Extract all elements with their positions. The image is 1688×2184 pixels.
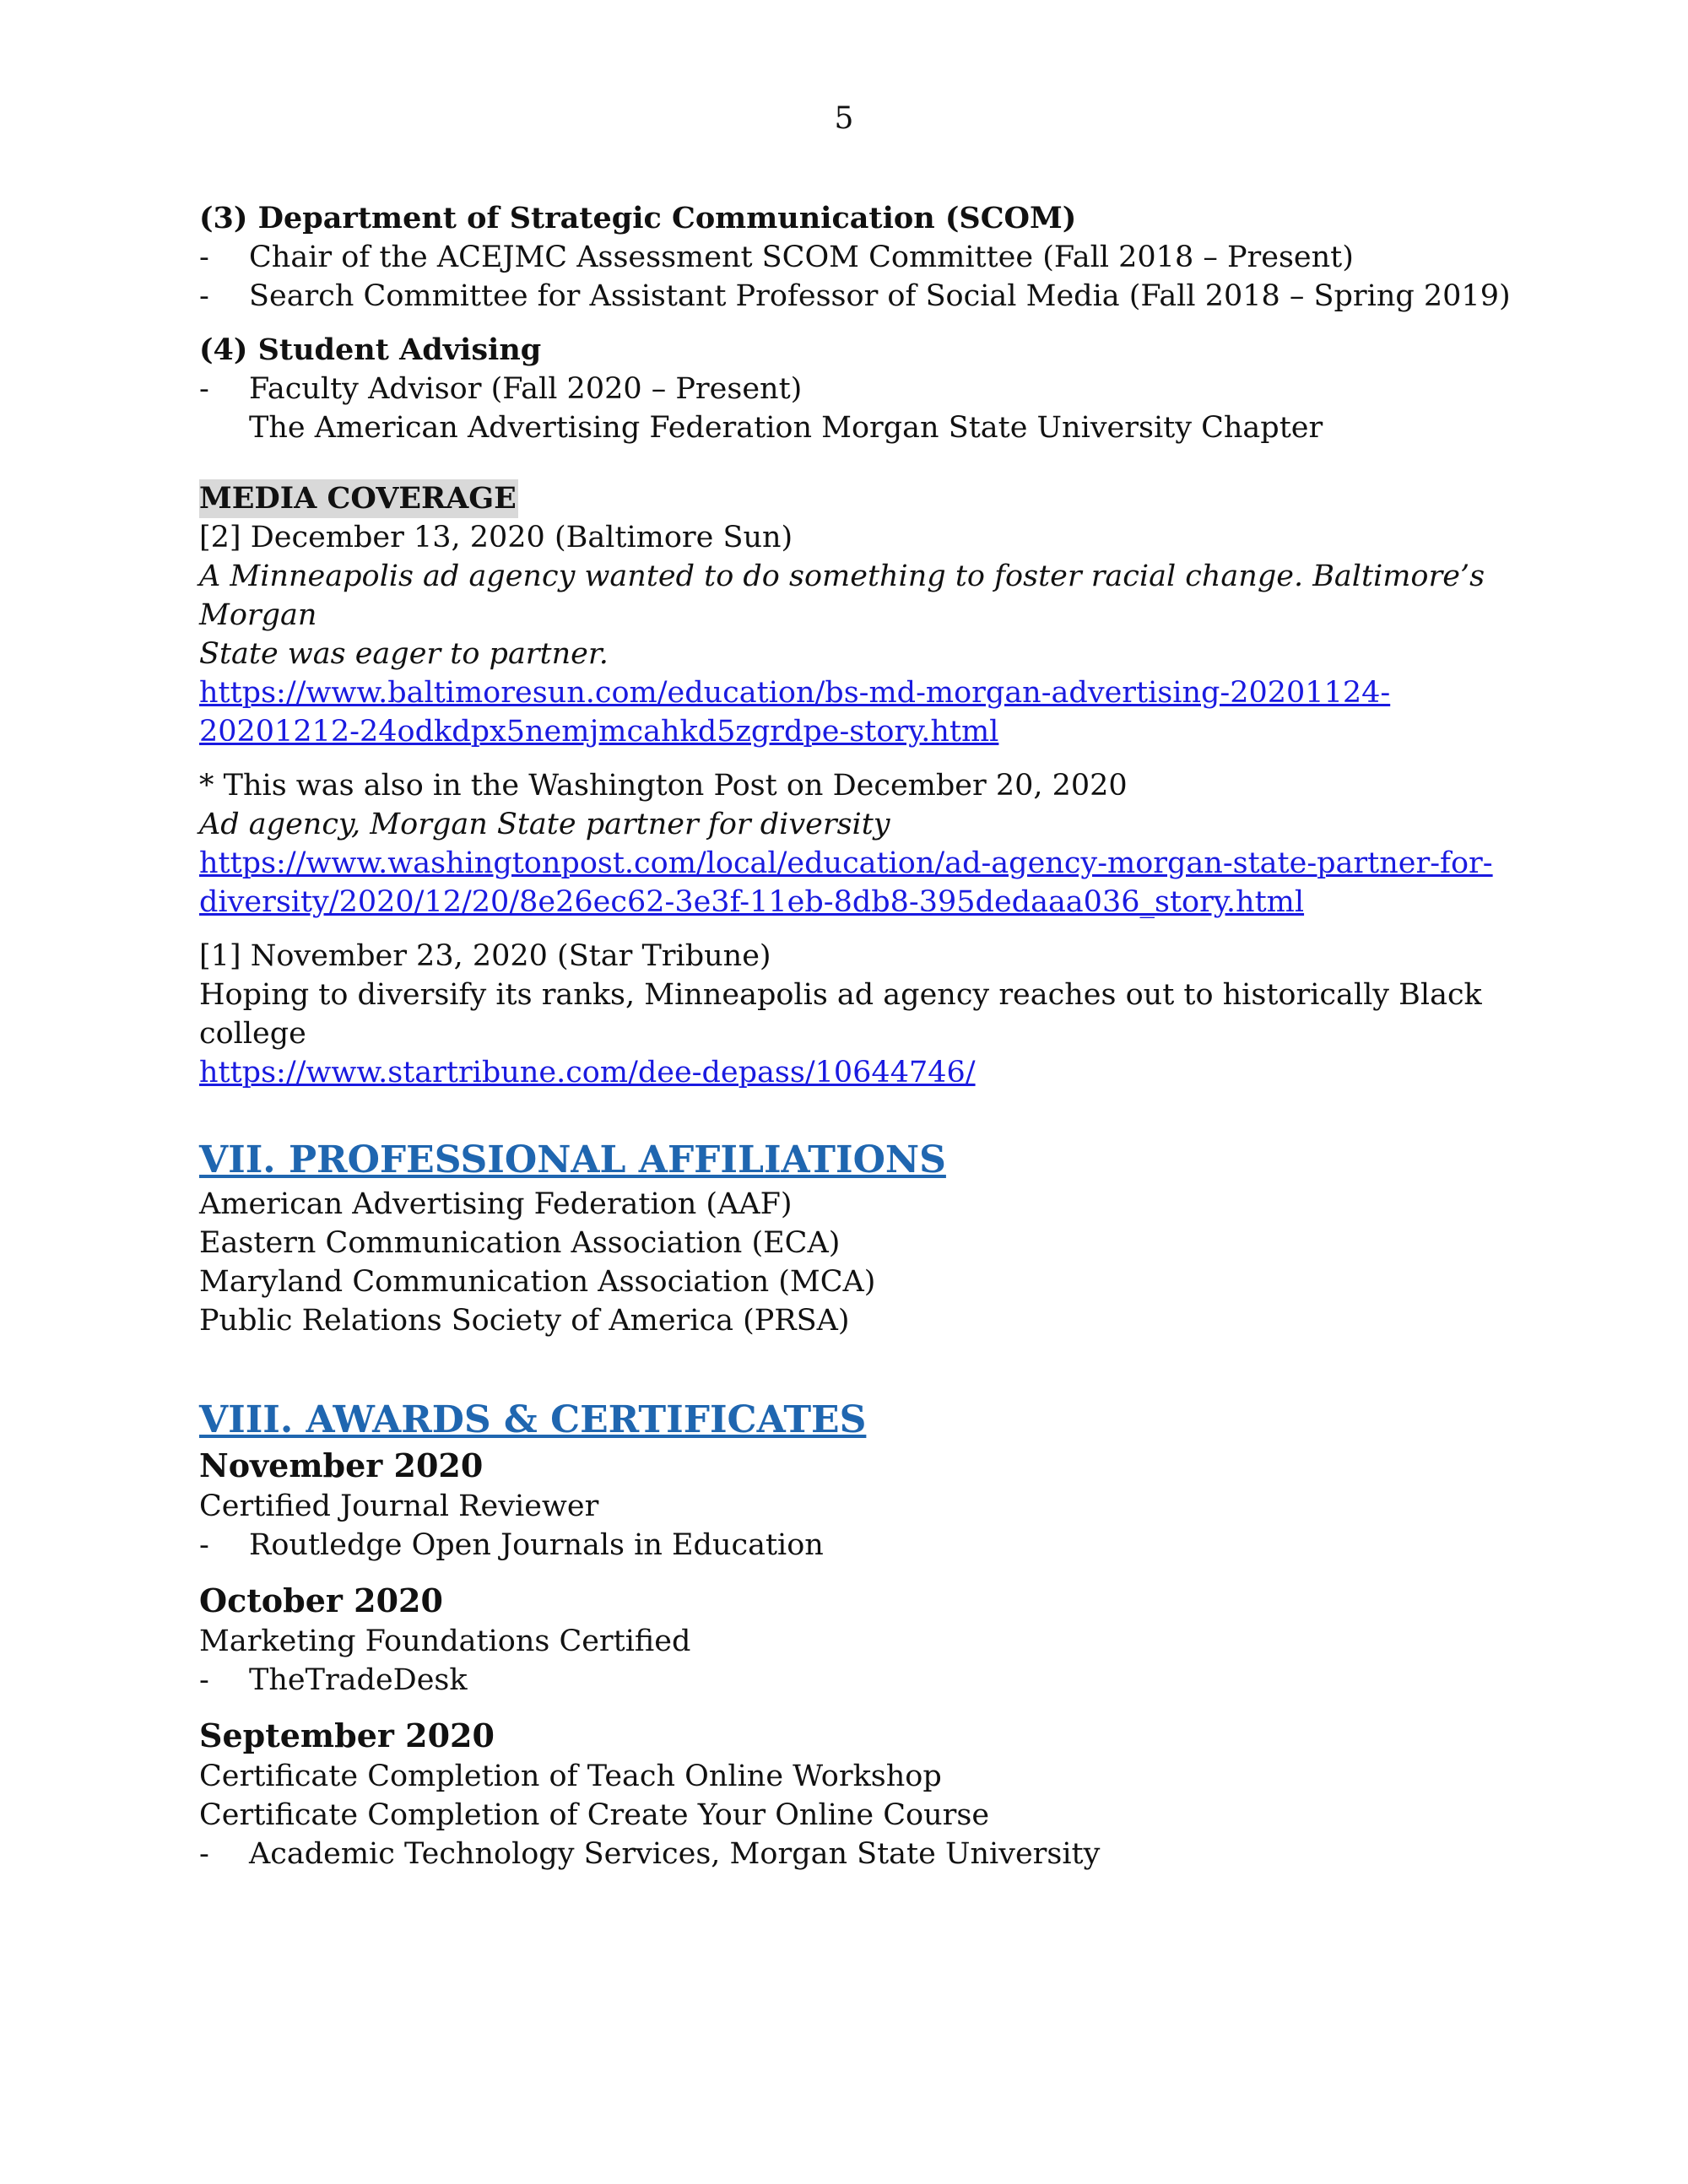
affiliation-item: American Advertising Federation (AAF) [199,1187,793,1221]
awards-certificates-heading: VIII. AWARDS & CERTIFICATES [199,1398,867,1441]
list-item [199,1661,1516,1700]
award-issuer: Routledge Open Journals in Education [249,1528,824,1562]
bullet-dash: - [199,279,209,313]
media-entry-2-link-line-2[interactable]: 20201212-24odkdpx5nemjmcahkd5zgrdpe-story.html [199,715,999,749]
professional-affiliations-heading: VII. PROFESSIONAL AFFILIATIONS [199,1138,946,1181]
affiliation-item: Public Relations Society of America (PRSA) [199,1304,850,1338]
award-date-november: November 2020 [199,1446,484,1484]
award-title: Certified Journal Reviewer [199,1489,599,1523]
list-item [199,1835,1516,1873]
bullet-dash: - [199,241,209,274]
affiliation-item: Maryland Communication Association (MCA) [199,1265,876,1299]
advising-item: Faculty Advisor (Fall 2020 – Present) [249,372,803,406]
award-issuer: TheTradeDesk [249,1663,468,1697]
washington-post-link-line-1[interactable]: https://www.washingtonpost.com/local/education/ad-agency-morgan-state-partner-for- [199,846,1493,880]
page-number: 5 [834,101,854,136]
award-issuer: Academic Technology Services, Morgan State University [249,1837,1101,1871]
award-title: Certificate Completion of Teach Online Workshop [199,1760,942,1793]
award-date-september: September 2020 [199,1716,495,1754]
media-entry-2-date: [2] December 13, 2020 (Baltimore Sun) [199,521,793,554]
scom-heading: (3) Department of Strategic Communication (SCOM) [199,201,1077,235]
washington-post-note: * This was also in the Washington Post on December 20, 2020 [199,769,1128,803]
media-entry-2-title-line-1: A Minneapolis ad agency wanted to do something to foster racial change. Baltimore’s Morgan [199,560,1485,632]
media-coverage-heading: MEDIA COVERAGE [199,479,518,518]
award-title: Certificate Completion of Create Your Online Course [199,1798,990,1832]
bullet-dash: - [199,1663,209,1697]
bullet-dash: - [199,1837,209,1871]
washington-post-title: Ad agency, Morgan State partner for diversity [199,808,890,841]
media-entry-1-title-line-1: Hoping to diversify its ranks, Minneapolis ad agency reaches out to historically Black [199,978,1482,1012]
list-item [199,1526,1516,1565]
bullet-dash: - [199,372,209,406]
media-entry-1-link[interactable]: https://www.startribune.com/dee-depass/10644746/ [199,1056,976,1089]
affiliation-item: Eastern Communication Association (ECA) [199,1226,841,1260]
media-entry-2-title-line-2: State was eager to partner. [199,637,609,671]
scom-item-2: Search Committee for Assistant Professor of Social Media (Fall 2018 – Spring 2019) [249,279,1511,313]
advising-item-sub: The American Advertising Federation Morgan State University Chapter [249,411,1323,445]
media-entry-1-title-line-2: college [199,1017,306,1051]
bullet-dash: - [199,1528,209,1562]
media-entry-2-link-line-1[interactable]: https://www.baltimoresun.com/education/bs-md-morgan-advertising-20201124- [199,676,1391,710]
list-item [199,238,1516,277]
award-title: Marketing Foundations Certified [199,1624,691,1658]
document-body [199,199,1516,1873]
scom-item-1: Chair of the ACEJMC Assessment SCOM Committee (Fall 2018 – Present) [249,241,1354,274]
list-item [199,370,1516,408]
media-entry-1-date: [1] November 23, 2020 (Star Tribune) [199,939,771,973]
award-date-october: October 2020 [199,1581,443,1619]
advising-heading: (4) Student Advising [199,332,542,367]
washington-post-link-line-2[interactable]: diversity/2020/12/20/8e26ec62-3e3f-11eb-8db8-395dedaaa036_story.html [199,885,1305,919]
list-item [199,277,1516,316]
